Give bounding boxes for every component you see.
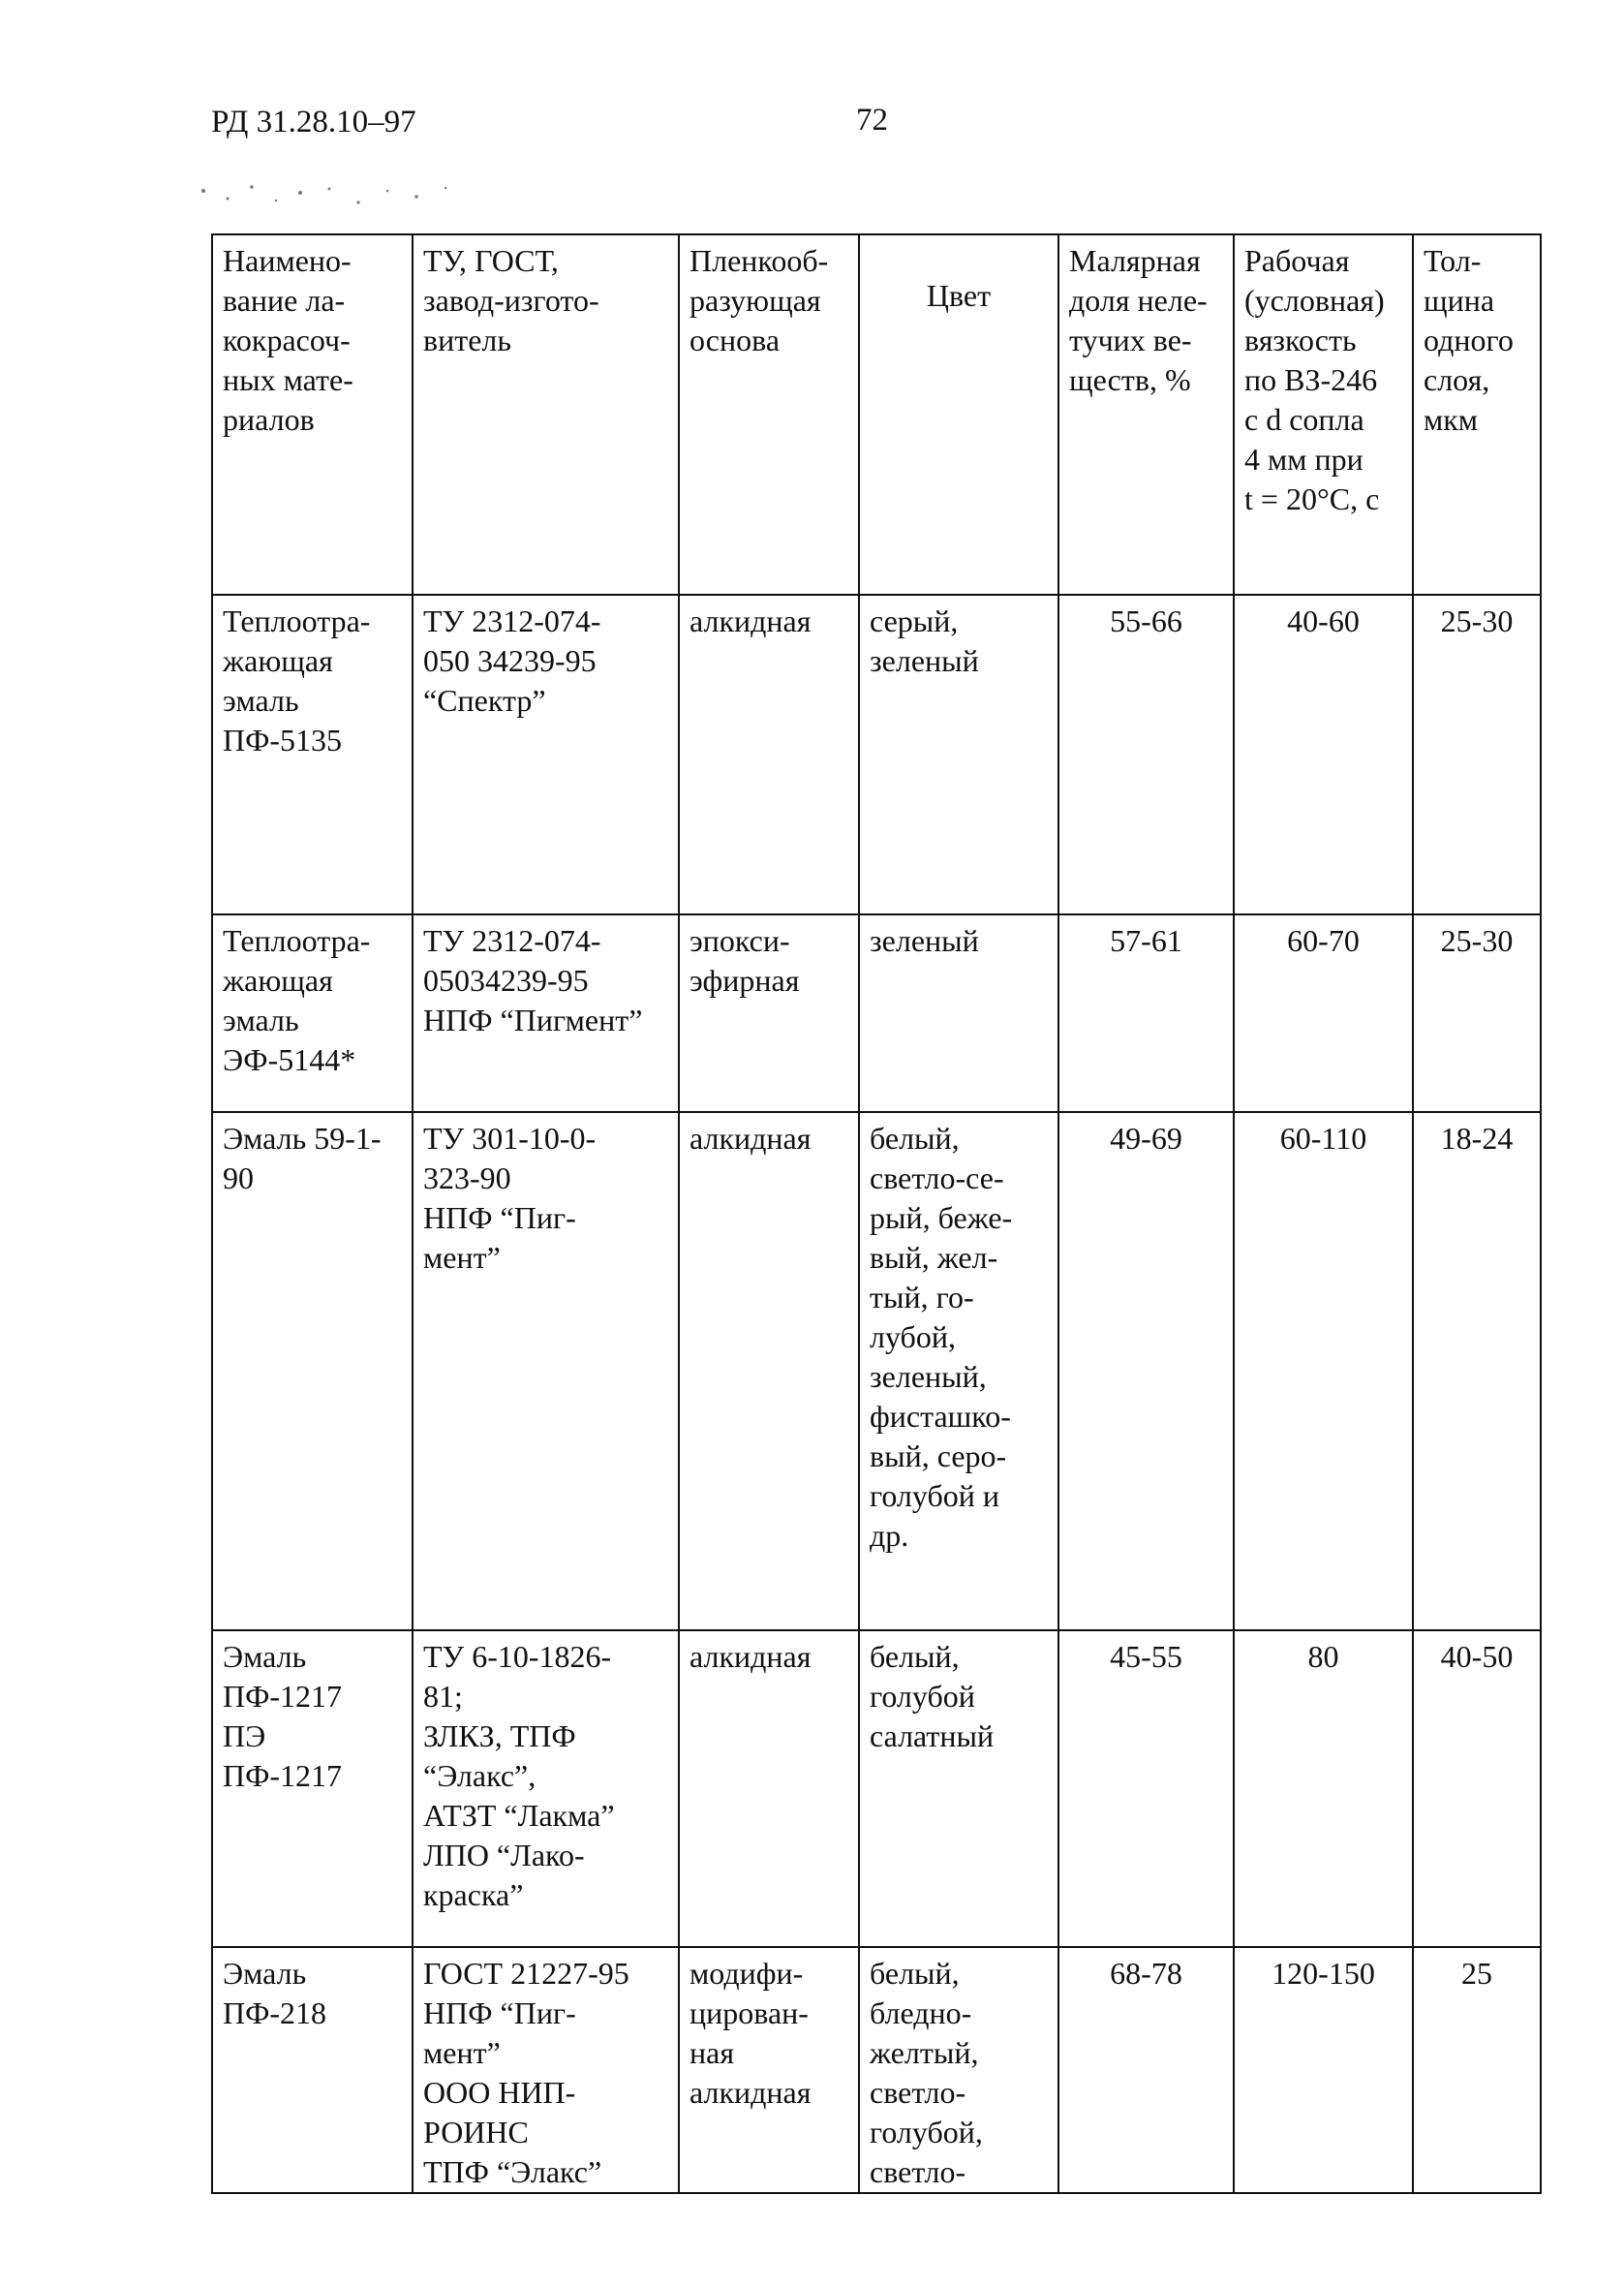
cell-color: белый, светло-се- рый, беже- вый, жел- тый, го- лубой, зеленый, фисташко- вый, серо- голубой и др. bbox=[859, 1112, 1058, 1630]
cell-spec: ГОСТ 21227-95 НПФ “Пиг- мент” ООО НИП- РОИНС ТПФ “Элакс” bbox=[413, 1947, 679, 2193]
column-header-solids: Малярная доля неле- тучих ве- ществ, % bbox=[1058, 234, 1234, 595]
cell-base: алкидная bbox=[679, 1630, 859, 1947]
cell-base: эпокси- эфирная bbox=[679, 914, 859, 1112]
column-header-spec: ТУ, ГОСТ, завод-изгото- витель bbox=[413, 234, 679, 595]
column-header-thickness: Тол- щина одного слоя, мкм bbox=[1413, 234, 1541, 595]
column-header-color: Цвет bbox=[859, 234, 1058, 595]
cell-thickness: 18-24 bbox=[1413, 1112, 1541, 1630]
column-header-base: Пленкооб- разующая основа bbox=[679, 234, 859, 595]
table-row bbox=[212, 1112, 1541, 1630]
cell-name: Теплоотра- жающая эмаль ЭФ-5144* bbox=[212, 914, 413, 1112]
column-header-name: Наимено- вание ла- кокрасоч- ных мате- риалов bbox=[212, 234, 413, 595]
cell-spec: ТУ 301-10-0- 323-90 НПФ “Пиг- мент” bbox=[413, 1112, 679, 1630]
table-row bbox=[212, 914, 1541, 1112]
cell-base: алкидная bbox=[679, 595, 859, 914]
cell-base: алкидная bbox=[679, 1112, 859, 1630]
cell-spec: ТУ 2312-074- 05034239-95 НПФ “Пигмент” bbox=[413, 914, 679, 1112]
cell-thickness: 40-50 bbox=[1413, 1630, 1541, 1947]
cell-color: белый, бледно- желтый, светло- голубой, светло- bbox=[859, 1947, 1058, 2193]
cell-name: Эмаль ПФ-1217 ПЭ ПФ-1217 bbox=[212, 1630, 413, 1947]
cell-solids: 57-61 bbox=[1058, 914, 1234, 1112]
document-code: РД 31.28.10–97 bbox=[211, 105, 416, 139]
cell-spec: ТУ 2312-074- 050 34239-95 “Спектр” bbox=[413, 595, 679, 914]
cell-viscosity: 40-60 bbox=[1234, 595, 1413, 914]
cell-thickness: 25 bbox=[1413, 1947, 1541, 2193]
cell-color: серый, зеленый bbox=[859, 595, 1058, 914]
table-header-row bbox=[212, 234, 1541, 595]
cell-name: Эмаль ПФ-218 bbox=[212, 1947, 413, 2193]
cell-thickness: 25-30 bbox=[1413, 914, 1541, 1112]
page-number: 72 bbox=[856, 103, 888, 138]
materials-table bbox=[211, 233, 1542, 2194]
table-row bbox=[212, 1630, 1541, 1947]
cell-viscosity: 60-110 bbox=[1234, 1112, 1413, 1630]
cell-viscosity: 120-150 bbox=[1234, 1947, 1413, 2193]
table-row bbox=[212, 1947, 1541, 2193]
cell-color: зеленый bbox=[859, 914, 1058, 1112]
cell-solids: 49-69 bbox=[1058, 1112, 1234, 1630]
cell-name: Эмаль 59-1- 90 bbox=[212, 1112, 413, 1630]
column-header-viscosity: Рабочая (условная) вязкость по ВЗ-246 с d сопла 4 мм при t = 20°С, с bbox=[1234, 234, 1413, 595]
cell-name: Теплоотра- жающая эмаль ПФ-5135 bbox=[212, 595, 413, 914]
cell-thickness: 25-30 bbox=[1413, 595, 1541, 914]
cell-solids: 45-55 bbox=[1058, 1630, 1234, 1947]
table-row bbox=[212, 595, 1541, 914]
cell-viscosity: 80 bbox=[1234, 1630, 1413, 1947]
cell-base: модифи- цирован- ная алкидная bbox=[679, 1947, 859, 2193]
cell-spec: ТУ 6-10-1826- 81; ЗЛКЗ, ТПФ “Элакс”, АТЗТ “Лакма” ЛПО “Лако- краска” bbox=[413, 1630, 679, 1947]
cell-solids: 55-66 bbox=[1058, 595, 1234, 914]
cell-color: белый, голубой салатный bbox=[859, 1630, 1058, 1947]
cell-viscosity: 60-70 bbox=[1234, 914, 1413, 1112]
cell-solids: 68-78 bbox=[1058, 1947, 1234, 2193]
scan-noise bbox=[184, 179, 475, 218]
